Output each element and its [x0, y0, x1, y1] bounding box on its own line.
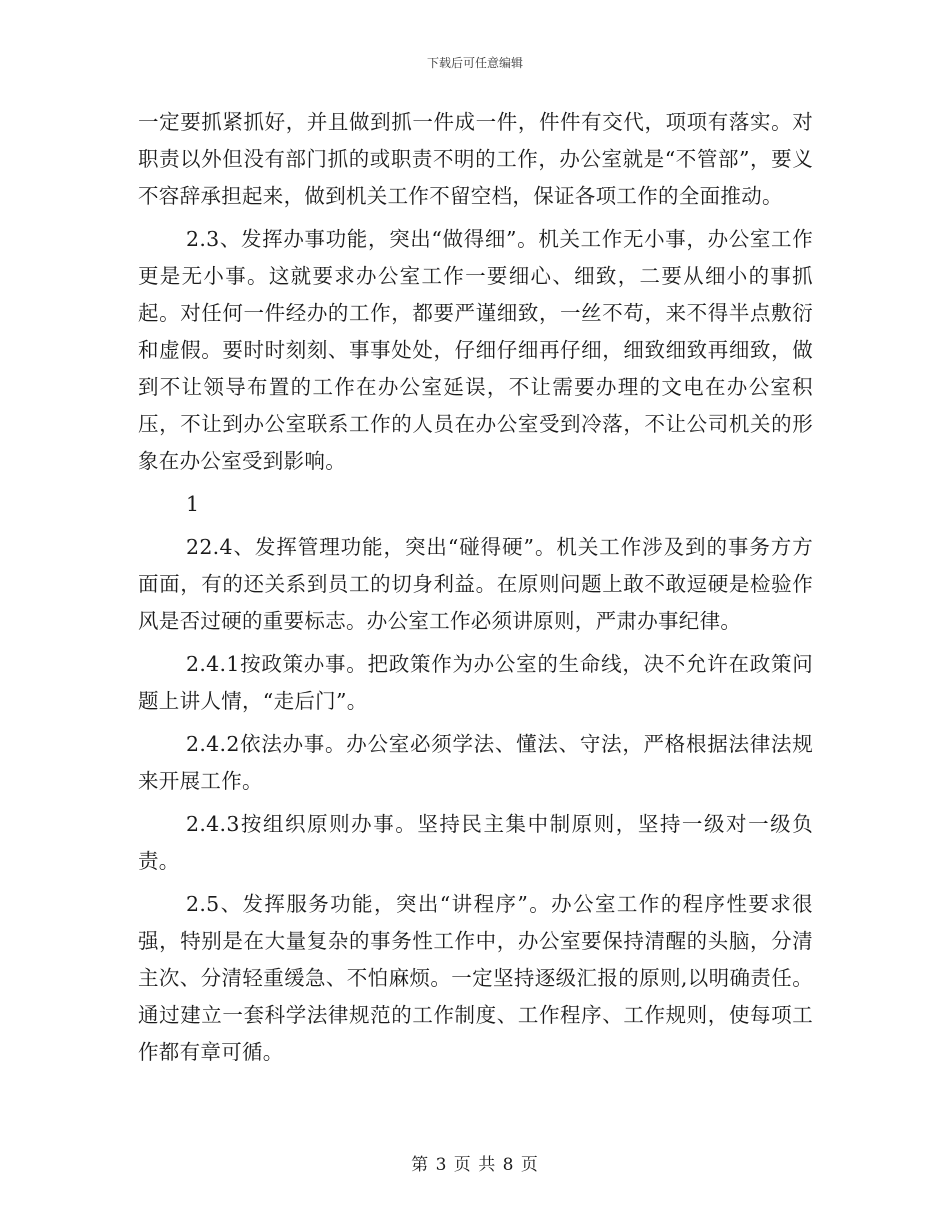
- page-number: 第 3 页 共 8 页: [411, 1155, 539, 1175]
- document-body: [138, 104, 813, 1077]
- paragraph-2-3: 2.3、发挥办事功能，突出“做得细”。机关工作无小事，办公室工作更是无小事。这就要求办公室工作一要细心、细致，二要从细小的事抓起。对任何一件经办的工作，都要严谨细致，一丝不苟，来不得半点敷衍和虚假。要时时刻刻、事事处处，仔细仔细再仔细，细致细致再细致，做到不让领导布置的工作在办公室延误，不让需要办理的文电在办公室积压，不让到办公室联系工作的人员在办公室受到冷落，不让公司机关的形象在办公室受到影响。: [138, 227, 813, 473]
- paragraph-2-4-1: 2.4.1按政策办事。把政策作为办公室的生命线，决不允许在政策问题上讲人情，“走后门”。: [138, 652, 813, 713]
- paragraph-footnote-number: 1: [186, 492, 200, 516]
- paragraph-2-5: 2.5、发挥服务功能，突出“讲程序”。办公室工作的程序性要求很强，特别是在大量复杂的事务性工作中，办公室要保持清醒的头脑，分清主次、分清轻重缓急、不怕麻烦。一定坚持逐级汇报的原则,以明确责任。通过建立一套科学法律规范的工作制度、工作程序、工作规则，使每项工作都有章可循。: [138, 892, 813, 1064]
- header-note: 下载后可任意编辑: [426, 56, 523, 70]
- paragraph-2-4-2: 2.4.2依法办事。办公室必须学法、懂法、守法，严格根据法律法规来开展工作。: [138, 732, 813, 793]
- paragraph-2-4: 22.4、发挥管理功能，突出“碰得硬”。机关工作涉及到的事务方方面面，有的还关系到员工的切身利益。在原则问题上敢不敢逗硬是检验作风是否过硬的重要标志。办公室工作必须讲原则，严肃办事纪律。: [138, 535, 813, 633]
- paragraph-2-4-3: 2.4.3按组织原则办事。坚持民主集中制原则，坚持一级对一级负责。: [138, 812, 813, 873]
- paragraph-continuation: 一定要抓紧抓好，并且做到抓一件成一件，件件有交代，项项有落实。对职责以外但没有部门抓的或职责不明的工作，办公室就是“不管部”，要义不容辞承担起来，做到机关工作不留空档，保证各项工作的全面推动。: [138, 110, 813, 208]
